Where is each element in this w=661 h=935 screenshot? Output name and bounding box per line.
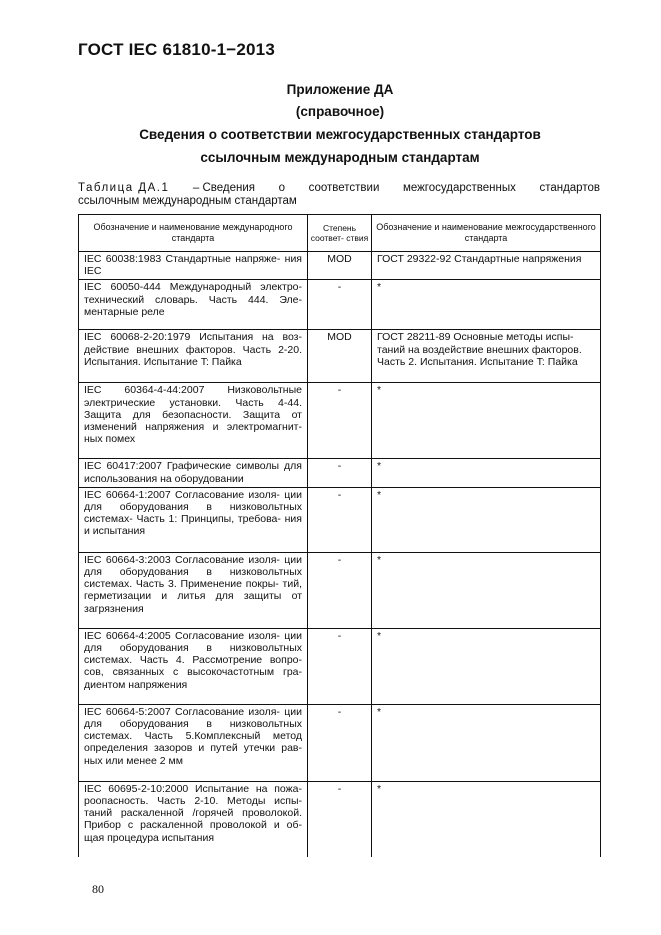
cell-international-standard: IEC 60664-1:2007 Согласование изоля- ции для оборудования в низковольтных системах- Часть 1: Принципы, требова- ния и испытания: [79, 487, 308, 552]
table-row: [79, 330, 601, 383]
caption-word: стандартов: [539, 182, 600, 194]
cell-international-standard: IEC 60664-3:2003 Согласование изоля- ции для оборудования в низковольтных системах. Часть 3. Применение покры- тий, герметизации и литья для защиты от загрязнения: [79, 552, 308, 628]
table-row: [79, 280, 601, 330]
cell-national-standard: *: [372, 628, 601, 704]
cell-international-standard: IEC 60417:2007 Графические символы для использования на оборудовании: [79, 459, 308, 487]
correspondence-table: [78, 214, 601, 857]
cell-national-standard: *: [372, 704, 601, 781]
cell-national-standard: *: [372, 552, 601, 628]
cell-national-standard: *: [372, 487, 601, 552]
cell-degree: -: [308, 628, 372, 704]
cell-national-standard: *: [372, 459, 601, 487]
caption-line2: ссылочным международным стандартам: [78, 195, 297, 207]
cell-degree: -: [308, 459, 372, 487]
annex-title: Приложение ДА: [286, 82, 394, 97]
cell-degree: -: [308, 280, 372, 330]
cell-degree: -: [308, 781, 372, 857]
cell-national-standard: *: [372, 781, 601, 857]
cell-international-standard: IEC 60050-444 Международный электро- технический словарь. Часть 444. Эле- ментарные реле: [79, 280, 308, 330]
table-row: [79, 628, 601, 704]
annex-heading-line2: ссылочным международным стандартам: [200, 150, 480, 165]
annex-subtitle: (справочное): [295, 104, 385, 119]
table-header-row: [79, 215, 601, 252]
cell-degree: -: [308, 704, 372, 781]
caption-label: Таблица ДА.1: [78, 182, 170, 194]
annex-heading-line1: Сведения о соответствии межгосударственных стандартов: [139, 127, 541, 142]
table-row: [79, 704, 601, 781]
cell-national-standard: *: [372, 280, 601, 330]
table-row: [79, 252, 601, 280]
table-row: [79, 459, 601, 487]
table-row: [79, 487, 601, 552]
cell-international-standard: IEC 60068-2-20:1979 Испытания на воз- действие внешних факторов. Часть 2-20. Испытания. Испытание T: Пайка: [79, 330, 308, 383]
cell-international-standard: IEC 60664-5:2007 Согласование изоля- ции для оборудования в низковольтных системах. Часть 5.Комплексный метод определения зазоров и путей утечки рав- ных или менее 2 мм: [79, 704, 308, 781]
cell-national-standard: ГОСТ 28211-89 Основные методы испы- таний на воздействие внешних факторов. Часть 2. Испытания. Испытание T: Пайка: [372, 330, 601, 383]
cell-degree: -: [308, 383, 372, 459]
cell-international-standard: IEC 60664-4:2005 Согласование изоля- ции для оборудования в низковольтных системах. Часть 4. Рассмотрение вопро- сов, связанных с высокочастотным гра- диентом напряжения: [79, 628, 308, 704]
caption-word: соответствии: [308, 182, 380, 194]
caption-word: о: [278, 182, 286, 194]
cell-degree: MOD: [308, 252, 372, 280]
cell-international-standard: IEC 60364-4-44:2007 Низковольтные электрические установки. Часть 4-44. Защита для безопасности. Защита от изменений напряжения и электромагнит- ных помех: [79, 383, 308, 459]
header-national-standard: Обозначение и наименование межгосударственного стандарта: [372, 215, 601, 252]
cell-international-standard: IEC 60695-2-10:2000 Испытание на пожа- роопасность. Часть 2-10. Методы испы- таний раскаленной /горячей проволокой. Прибор с раскаленной проволокой и об- щая процедура испытания: [79, 781, 308, 857]
cell-degree: -: [308, 487, 372, 552]
cell-international-standard: IEC 60038:1983 Стандартные напряже- ния IEC: [79, 252, 308, 280]
document-code: ГОСТ IEC 61810-1−2013: [78, 40, 275, 59]
page-number: 80: [92, 882, 104, 896]
table-row: [79, 552, 601, 628]
table-caption: [78, 182, 600, 208]
cell-degree: MOD: [308, 330, 372, 383]
cell-national-standard: *: [372, 383, 601, 459]
caption-word: межгосударственных: [402, 182, 516, 194]
cell-national-standard: ГОСТ 29322-92 Стандартные напряжения: [372, 252, 601, 280]
table-row: [79, 383, 601, 459]
header-degree-of-correspondence: Степень соответ- ствия: [308, 215, 372, 252]
cell-degree: -: [308, 552, 372, 628]
header-international-standard: Обозначение и наименование международного стандарта: [79, 215, 308, 252]
caption-word: – Сведения: [192, 182, 256, 194]
table-row: [79, 781, 601, 857]
